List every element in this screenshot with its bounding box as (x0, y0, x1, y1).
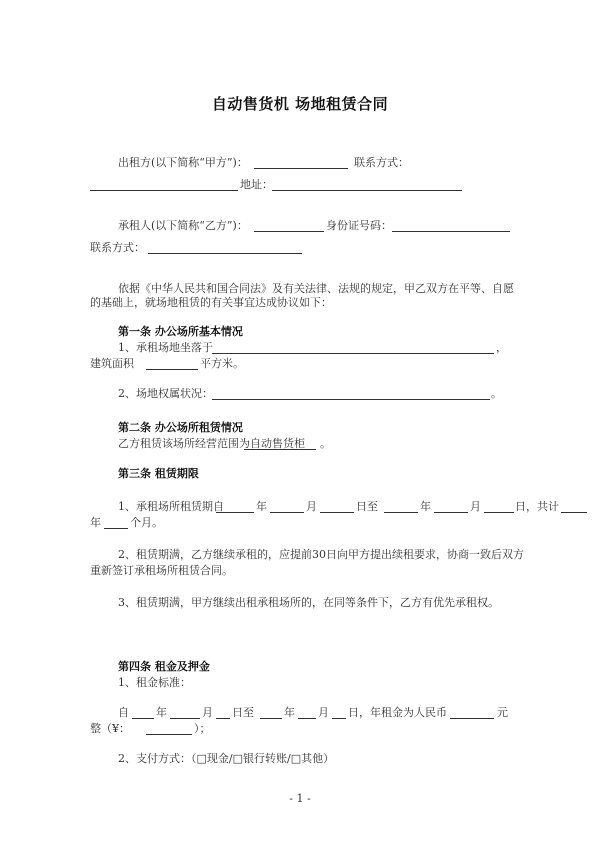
rent-amount-blank[interactable] (450, 718, 494, 719)
rent-start-year-blank[interactable] (132, 718, 154, 719)
rent-end-day-blank[interactable] (332, 718, 346, 719)
renewal-line-1: 2、租赁期满，乙方继续承租的，应提前30日向甲方提出续租要求，协商一致后双方 (118, 548, 524, 561)
term-total-blank[interactable] (561, 512, 587, 513)
contract-title: 自动售货机 场地租赁合同 (211, 95, 389, 113)
term-total-label: 日，共计 (515, 500, 559, 513)
term-months-blank[interactable] (104, 528, 128, 529)
term-start-month-unit: 月 (306, 500, 317, 513)
term-start-day-to: 日至 (356, 500, 378, 513)
payment-method: 2、支付方式：（□现金/□银行转账/□其他） (118, 752, 335, 765)
article-1-location-end: ， (496, 341, 507, 354)
party-a-label: 出租方(以下简称“甲方”)： (118, 156, 248, 169)
article-1-ownership-end: 。 (491, 387, 502, 400)
article-1-ownership-label: 2、场地权属状况： (118, 387, 213, 400)
party-b-contact-blank[interactable] (148, 253, 302, 254)
rent-start-month-unit: 月 (202, 706, 213, 719)
party-a-address-label: 地址： (240, 178, 273, 191)
article-1-area-unit: 平方米。 (200, 357, 244, 370)
intro-line-2: 的基础上，就场地租赁的有关事宜达成协议如下： (90, 296, 332, 309)
term-months-end: 个月。 (130, 516, 163, 529)
term-start-year-blank[interactable] (216, 512, 254, 513)
term-end-year-blank[interactable] (384, 512, 418, 513)
rent-start-year-unit: 年 (156, 706, 167, 719)
term-end-year-unit: 年 (420, 500, 431, 513)
article-2-scope-value: 自动售货柜 (250, 437, 305, 450)
party-a-name-blank[interactable] (254, 168, 348, 169)
rent-annual-label: 日，年租金为人民币 (348, 706, 447, 719)
article-1-location-label: 1、承租场地坐落于 (118, 341, 213, 354)
article-4-heading: 第四条 租金及押金 (118, 660, 210, 673)
article-2-heading: 第二条 办公场所租赁情况 (118, 421, 243, 434)
priority-clause: 3、租赁期满，甲方继续出租承租场所的，在同等条件下，乙方有优先承租权。 (118, 596, 499, 609)
article-3-heading: 第三条 租赁期限 (118, 467, 199, 480)
article-1-area-label: 建筑面积 (90, 357, 134, 370)
rent-end-year-unit: 年 (284, 706, 295, 719)
party-b-name-blank[interactable] (254, 231, 324, 232)
party-b-label: 承租人(以下简称“乙方”)： (118, 219, 248, 232)
location-blank[interactable] (212, 353, 494, 354)
intro-line-1: 依据《中华人民共和国合同法》及有关法律、法规的规定，甲乙双方在平等、自愿 (118, 282, 514, 295)
rent-capital-label: 整（¥： (90, 722, 130, 735)
party-a-address-blank[interactable] (272, 190, 462, 191)
rent-from-label: 自 (118, 706, 129, 719)
rent-start-day-blank[interactable] (216, 718, 230, 719)
scope-underline (244, 449, 316, 450)
party-a-contact-label: 联系方式： (354, 156, 409, 169)
term-end-day-blank[interactable] (484, 512, 514, 513)
rent-capital-end: ）； (194, 722, 211, 735)
term-end-month-unit: 月 (470, 500, 481, 513)
party-b-id-blank[interactable] (392, 231, 510, 232)
term-start-month-blank[interactable] (270, 512, 304, 513)
article-2-scope-end: 。 (320, 437, 331, 450)
party-b-contact-label: 联系方式： (90, 241, 145, 254)
term-start-label: 1、承租场所租赁期自 (118, 500, 224, 513)
rent-capital-blank[interactable] (146, 734, 192, 735)
rent-end-year-blank[interactable] (260, 718, 282, 719)
party-a-contact-blank[interactable] (90, 190, 238, 191)
term-end-month-blank[interactable] (434, 512, 468, 513)
area-blank[interactable] (146, 369, 198, 370)
party-b-id-label: 身份证号码： (326, 219, 392, 232)
term-start-year-unit: 年 (256, 500, 267, 513)
article-2-scope-label: 乙方租赁该场所经营范围为 (118, 437, 250, 450)
term-start-day-blank[interactable] (320, 512, 354, 513)
rent-standard-label: 1、租金标准： (118, 676, 191, 689)
article-1-heading: 第一条 办公场所基本情况 (118, 325, 243, 338)
term-total-year-unit: 年 (90, 516, 101, 529)
renewal-line-2: 重新签订承租场所租赁合同。 (90, 564, 233, 577)
ownership-blank[interactable] (212, 399, 490, 400)
rent-yuan-unit: 元 (497, 706, 508, 719)
rent-day-to-label: 日至 (232, 706, 254, 719)
page-number: - 1 - (289, 792, 311, 805)
rent-end-month-blank[interactable] (298, 718, 316, 719)
rent-start-month-blank[interactable] (170, 718, 200, 719)
rent-end-month-unit: 月 (318, 706, 329, 719)
